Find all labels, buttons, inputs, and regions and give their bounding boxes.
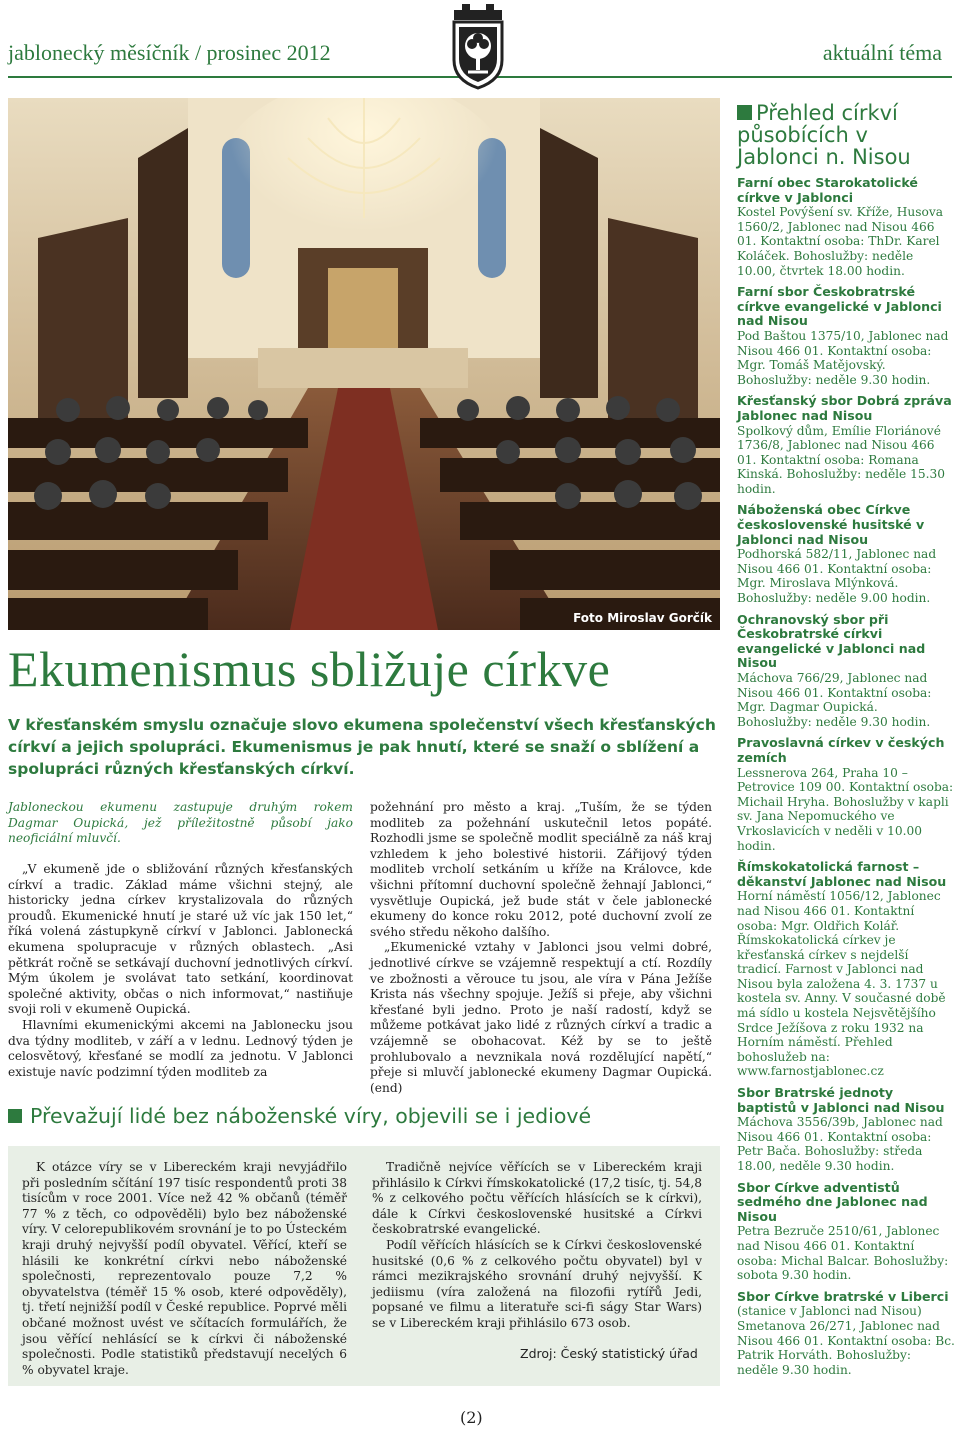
church-details: Pod Baštou 1375/10, Jablonec nad Nisou 466 01. Kontaktní osoba: Mgr. Tomáš Matějovský. Bohoslužby: neděle 9.30 hodin.: [737, 328, 949, 387]
church-details: Máchova 766/29, Jablonec nad Nisou 466 01. Kontaktní osoba: Mgr. Dagmar Oupická. Bohoslužby: neděle 9.30 hodin.: [737, 671, 932, 729]
church-name: Římskokatolická farnost – děkanství Jablonec nad Nisou: [737, 859, 947, 889]
church-entry: [737, 285, 955, 387]
article-lead: V křesťanském smyslu označuje slovo ekumena společenství všech křesťanských církví a jejich spolupráci. Ekumenismus je pak hnutí, které se snaží o sblížení a spolupráci různých křesťanských církví.: [8, 716, 716, 778]
statistics-paragraph: Podíl věřících hlásících se k Církvi československé husitské (0,6 % z celkového počtu obyvatel) byl v rámci mezikrajského srovnání druhý nejvyšší. K jediismu (víra založená na filozofii rytířů Jedi, popsané ve filmu a literatuře sci-fi ságy Star Wars) se v Libereckém kraji přihlásilo 673 osob.: [372, 1237, 702, 1330]
church-entry: [737, 736, 955, 853]
church-details: Lessnerova 264, Praha 10 – Petrovice 109 00. Kontaktní osoba: Michail Hryha. Bohoslužby v kapli sv. Jana Nepomuckého ve Vrkoslavicích v neděli v 10.00 hodin.: [737, 765, 954, 853]
statistics-column-2: [372, 1160, 702, 1332]
article-intro: Jabloneckou ekumenu zastupuje druhým rokem Dagmar Oupická, jež příležitostně působí jako neoficiální mluvčí.: [8, 800, 353, 846]
article-paragraph: požehnání pro město a kraj. „Tuším, že se týden modliteb za požehnání uskutečnil letos popáté. Rozhodli jsme se společně modlit speciálně za náš kraj vzhledem k jeho bolestivé historii. Zářijový týden modliteb vrcholí setkáním u kříže na Královce, kde všichni přítomní duchovní společně žehnají Jablonci,“ vysvětluje Oupická, jež bude stát v čele jablonecké ekumeny do konce roku 2012, poté duchovní zvolí ze svého středu někoho dalšího.: [370, 800, 712, 939]
article-paragraph: „Ekumenické vztahy v Jablonci jsou velmi dobré, jednotlivé církve se vzájemně respektují a ctí. Rozdíly ve zbožnosti a věrouce tu jsou, ale víra v Pána Ježíše Krista nás všechny spojuje. Ježíš si přeje, aby všichni křesťané byli jedno. Proto je naší radostí, když se můžeme potkávat jako lidé z různých církví a tradic a vzájemně se obohacovat. Kéž by se to ještě prohlubovalo a nevznikala nová rozdělující napětí,“ přeje si mluvčí jablonecké ekumeny Dagmar Oupická. (end): [370, 940, 712, 1095]
article-title: Ekumenismus sbližuje církve: [8, 641, 611, 697]
church-details: Máchova 3556/39b, Jablonec nad Nisou 466 01. Kontaktní osoba: Petr Bača. Bohoslužby: středa 18.00, neděle 9.30 hodin.: [737, 1115, 943, 1173]
church-entry: [737, 1290, 955, 1378]
section-heading: [8, 1104, 591, 1128]
statistics-column-1: [22, 1160, 347, 1378]
church-name: Farní obec Starokatolické církve v Jablonci: [737, 175, 918, 205]
church-name: Ochranovský sbor při Českobratrské církvi evangelické v Jablonci nad Nisou: [737, 611, 926, 671]
church-name: Sbor Církve adventistů sedmého dne Jablonec nad Nisou: [737, 1179, 928, 1224]
church-entry: [737, 613, 955, 730]
church-details: Petra Bezruče 2510/61, Jablonec nad Nisou 466 01. Kontaktní osoba: Michal Balcar. Bohoslužby: sobota 9.30 hodin.: [737, 1224, 949, 1283]
church-details: (stanice v Jablonci nad Nisou) Smetanova 26/271, Jablonec nad Nisou 466 01. Kontaktní osoba: Bc. Patrik Horváth. Bohoslužby: neděle 9.30 hodin.: [737, 1304, 955, 1377]
church-details: Horní náměstí 1056/12, Jablonec nad Nisou 466 01. Kontaktní osoba: Mgr. Oldřich Kolář. Římskokatolická církev je křesťanská církev s nejdelší tradicí. Farnost v Jablonci nad Nisou byla založena 4. 3. 1737 u kostela sv. Anny. V současné době má sídlo u kostela Nejsvětějšího Srdce Ježíšova z roku 1932 na Horním náměstí. Přehled bohoslužeb na: www.farnostjablonec.cz: [737, 889, 946, 1079]
church-name: Náboženská obec Církve československé husitské v Jablonci nad Nisou: [737, 502, 925, 547]
article-paragraph: Hlavními ekumenickými akcemi na Jablonecku jsou dva týdny modliteb, v září a v lednu. Lednový týden je celosvětový, křesťané se modlí za jednotu. V Jablonci existuje navíc podzimní týden modliteb za: [8, 1017, 353, 1079]
article-column-2: [370, 800, 712, 1096]
square-bullet-icon: [8, 1109, 22, 1123]
church-interior-photo: [8, 98, 720, 630]
statistics-paragraph: K otázce víry se v Libereckém kraji nevyjádřilo při posledním sčítání 197 tisíc respondentů proti 38 tisícům v roce 2001. Více než 42 % občanů (téměř 77 % z těch, co odpověděli) bylo bez náboženské víry. V celorepublikovém srovnání je to po Ústeckém kraji druhý nejvyšší podíl obyvatel. Věřící, kteří se hlásili ke konkrétní církvi nebo náboženské společnosti, reprezentovalo pouze 7,2 % obyvatelstva (téměř 15 % osob, které odpověděly), tj. třetí nejnižší podíl v České republice. Poprvé měli občané možnost uvést ve sčítacích formulářích, že jsou věřící nehlásící se k církvi či náboženské společnosti. Podle statistiků představují necelých 6 % obyvatel kraje.: [22, 1160, 347, 1377]
church-entry: [737, 1086, 955, 1174]
article-column-1: [8, 862, 353, 1080]
church-entry: [737, 176, 955, 278]
header-section: aktuální téma: [822, 40, 942, 65]
church-entry: [737, 860, 955, 1079]
church-entry: [737, 394, 955, 496]
church-details: Spolkový dům, Emílie Floriánové 1736/8, Jablonec nad Nisou 466 01. Kontaktní osoba: Romana Kinská. Bohoslužby: neděle 15.30 hodin.: [737, 423, 946, 496]
square-bullet-icon: [737, 105, 752, 120]
church-name: Sbor Bratrské jednoty baptistů v Jablonci nad Nisou: [737, 1085, 945, 1115]
sidebar-title-text: Přehled církví působících v Jablonci n. Nisou: [737, 101, 911, 169]
photo-credit: Foto Miroslav Gorčík: [573, 611, 712, 625]
church-details: Podhorská 582/11, Jablonec nad Nisou 466 01. Kontaktní osoba: Mgr. Miroslava Mlýnková. Bohoslužby: neděle 9.00 hodin.: [737, 547, 937, 606]
header-publication: jablonecký měsíčník / prosinec 2012: [8, 40, 331, 65]
church-directory: [737, 176, 955, 1384]
church-details: Kostel Povýšení sv. Kříže, Husova 1560/2, Jablonec nad Nisou 466 01. Kontaktní osoba: ThDr. Karel Koláček. Bohoslužby: neděle 10.00, čtvrtek 18.00 hodin.: [737, 205, 944, 278]
section-heading-text: Převažují lidé bez náboženské víry, objevili se i jediové: [30, 1104, 592, 1128]
article-paragraph: „V ekumeně jde o sbližování různých křesťanských církví a tradic. Základ máme všichni stejný, ale historicky jedna církev krystalizovala do různých proudů. Ekumenické hnutí je staré už víc jak 150 let,“ říká volená zástupkyně církví v Jablonci. Jablonecká ekumena spolupracuje v různých oblastech. „Asi pětkrát ročně se setkávají duchovní jednotlivých církví. Mým úkolem je svolávat tato setkání, koordinovat společné aktivity, občas o nich informovat,“ nastiňuje svoji roli v ekumeně Oupická.: [8, 862, 353, 1017]
page-number: (2): [460, 1408, 483, 1427]
coat-of-arms-icon: [448, 2, 508, 90]
statistics-paragraph: Tradičně nejvíce věřících se v Libereckém kraji přihlásilo k Církvi římskokatolické (17,2 tisíc, tj. 54,8 % z celkového počtu věřících hlásících se k církvi), dále k Církvi československé husitské a Církvi českobratrské evangelické.: [372, 1160, 702, 1237]
church-name: Křesťanský sbor Dobrá zpráva Jablonec nad Nisou: [737, 393, 952, 423]
church-name: Pravoslavná církev v českých zemích: [737, 735, 945, 765]
sidebar-title: [737, 102, 955, 168]
statistics-source: Zdroj: Český statistický úřad: [520, 1346, 698, 1361]
church-entry: [737, 1181, 955, 1283]
church-photo-illustration: [8, 98, 720, 630]
church-name: Farní sbor Českobratrské církve evangelické v Jablonci nad Nisou: [737, 284, 942, 329]
church-name: Sbor Církve bratrské v Liberci: [737, 1288, 949, 1304]
church-entry: [737, 503, 955, 605]
